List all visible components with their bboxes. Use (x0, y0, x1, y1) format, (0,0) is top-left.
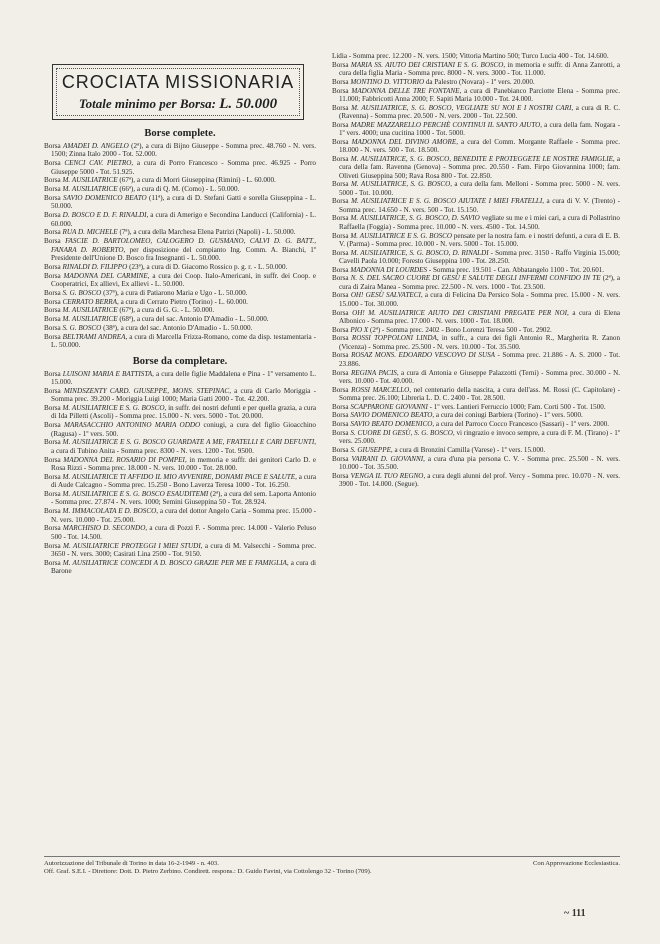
borsa-entry (332, 155, 620, 180)
entry-name: ROSSI MARCELLO (351, 385, 410, 394)
entry-text: - Somma prec. 21.886 - A. S. 2000 - Tot. 23.886. (339, 351, 620, 368)
borsa-entry (332, 446, 620, 454)
entry-prefix: Borsa (44, 421, 64, 430)
entry-name: MADRE MAZZARELLO PERCHÈ CONTINUI IL SANTO AIUTO (350, 120, 541, 129)
entry-text: , a cura dei Coop. Italo-Americani, in suffr. dei Coop. e Cooperatrici, Ex allievi, Ex allievi - L. 50.000. (51, 271, 316, 289)
entry-text: - 1º vers. Lantieri Ferruccio 1000; Fam. Corti 500 - Tot. 1500. (427, 402, 606, 411)
entry-prefix: Borsa (332, 77, 351, 86)
entry-name: PIO X (350, 325, 369, 334)
borsa-entry (44, 237, 316, 262)
left-column (44, 56, 316, 838)
entry-text: , in memoria e suffr. di Anna Zanrotti, a cura della figlia Maria - Somma prec. 8000 - N. vers. 3000 - Tot. 11.000. (339, 60, 620, 78)
entry-prefix: Borsa (44, 472, 63, 481)
entry-name: SCAPPARONE GIOVANNI (350, 402, 428, 411)
entry-text: Lidia - Somma prec. 12.200 - N. vers. 1500; Vittoria Martino 500; Turco Lucia 400 - Tot. 14.600. (332, 52, 609, 60)
borsa-entry (332, 309, 620, 326)
page-number: ~ 111 (564, 908, 586, 919)
entry-name: M. AUSILIATRICE TI AFFIDO IL MIO AVVENIRE, DONAMI PACE E SALUTE (62, 472, 296, 481)
entry-name: SAVIO DOMENICO BEATO (350, 411, 433, 420)
entry-name: M. AUSILIATRICE, S. G. BOSCO, D. RINALDI (350, 248, 489, 257)
borsa-entry (44, 263, 316, 271)
entry-prefix: Borsa (44, 297, 63, 306)
entry-name: MARIA SS. AIUTO DEI CRISTIANI E S. G. BOSCO (350, 60, 504, 69)
entry-name: M. AUSILIATRICE CONCEDI A D. BOSCO GRAZIE PER ME E FAMIGLIA (62, 558, 287, 567)
section-heading-complete: Borse complete. (144, 128, 216, 139)
borsa-entry (332, 369, 620, 386)
entry-prefix: Borsa (44, 262, 63, 271)
subtitle-amount: L. 50.000 (219, 96, 278, 112)
entry-name: M. AUSILIATRICE E S. G. BOSCO (62, 404, 165, 413)
entry-text: - Somma prec. 19.501 - Can. Abbatangelo 1100 - Tot. 20.601. (427, 265, 605, 274)
entry-name: N. S. DEL SACRO CUORE DI GESÙ E SALUTE DEGLI INFERMI CONFIDO IN TE (350, 274, 601, 283)
entry-name: M. AUSILIATRICE, S. G. BOSCO, BENEDITE E PROTEGGETE LE NOSTRE FAMIGLIE (350, 154, 613, 163)
borsa-entry (44, 456, 316, 473)
entry-prefix: Borsa (44, 332, 63, 341)
entry-text: (67ª), a cura di G. G. - L. 50.000. (117, 306, 215, 315)
entry-prefix: Borsa (332, 248, 351, 257)
subtitle-prefix: Totale minimo per Borsa: (78, 96, 220, 111)
entry-prefix: Borsa (44, 142, 63, 150)
borsa-entry (44, 272, 316, 289)
entry-text: pensate per la nostra fam. e i nostri defunti, a cura di E. B. V. (Parma) - Somma prec. 10.000 - N. vers. 5000 - Tot. 15.000. (339, 231, 620, 248)
entry-name: ROSSI TOPPOLONI LINDA (351, 334, 437, 343)
entry-text: (2ª), a cura di Zaira Manea - Somma prec. 22.500 - N. vers. 1000 - Tot. 23.500. (339, 274, 620, 291)
entry-text: , a cura di Carlo Moriggia - Somma prec. 39.200 - Moriggia Luigi 1000; Maria Gatti 2000 - Tot. 42.200. (51, 386, 316, 404)
entry-prefix: Borsa (44, 159, 65, 168)
borsa-entry (44, 315, 316, 323)
borsa-entry (44, 421, 316, 438)
entry-text: , a cura della fam. Melloni - Somma prec. 5000 - N. vers. 5000 - Tot. 10.000. (339, 180, 620, 197)
borsa-entry (332, 411, 620, 419)
entry-text: , nel centenario della nascita, a cura dell'ass. M. Rossi (C. Capitolare) - Somma prec. 26.100; Libreria L. D. C. 2400 - Tot. 28.500. (339, 385, 620, 402)
entry-prefix: Borsa (44, 324, 63, 332)
entry-name: OH! GESÙ SALVATECI (350, 291, 421, 300)
entry-prefix: Borsa (332, 154, 351, 163)
entry-text: (11ª), a cura di D. Stefani Gatti e sorella Giuseppina - L. 50.000. (51, 194, 316, 211)
entry-text: , a cura del dottor Angelo Caria - Somma prec. 15.000 - N. vers. 10.000 - Tot. 25.000. (51, 507, 316, 524)
entry-text: , a cura di Felicina Da Persico Sola - Somma prec. 15.000 - N. vers. 15.000 - Tot. 30.000. (339, 291, 620, 308)
borsa-entry (332, 291, 620, 308)
entry-prefix: Borsa (332, 60, 351, 69)
entry-name: CENCI CAV. PIETRO (64, 159, 132, 168)
borsa-entry (332, 78, 620, 86)
entry-name: M. AUSILIATRICE, S. G. BOSCO, D. SAVIO (350, 214, 480, 223)
footer-row (44, 860, 620, 868)
borsa-entry (332, 472, 620, 489)
entry-prefix: Borsa (332, 445, 351, 454)
borsa-entry (44, 387, 316, 404)
borsa-entry (332, 326, 620, 334)
entry-name: MONTINO D. VITTORIO (350, 77, 425, 86)
entry-name: S. G. BOSCO (62, 324, 102, 332)
entry-text: , a cura di Marcella Frizza-Romano, come da disp. testamentaria - L. 50.000. (51, 332, 316, 350)
entry-prefix: Borsa (332, 325, 351, 334)
right-column (332, 52, 620, 848)
entry-text: , a cura di M. Valsecchi - Somma prec. 3650 - N. vers. 3000; Casirati Lina 2500 - Tot. 9150. (51, 541, 316, 559)
continued-list (332, 52, 620, 488)
borsa-entry (44, 333, 316, 350)
entry-name: AMADEI D. ANGELO (63, 142, 129, 150)
entry-prefix: Borsa (332, 120, 351, 129)
entry-name: VENGA IL TUO REGNO (350, 471, 424, 480)
entry-name: MADONNA DELLE TRE FONTANE (351, 86, 460, 95)
entry-name: REGINA PACIS (350, 368, 397, 377)
borsa-entry (44, 228, 316, 236)
page-title: CROCIATA MISSIONARIA (61, 72, 295, 92)
entry-prefix: Borsa (332, 214, 351, 223)
entry-text: (68ª), a cura del sac. Antonio D'Amadio - L. 50.000. (117, 315, 269, 324)
borsa-entry (44, 159, 316, 176)
entry-name: S. G. BOSCO (62, 288, 102, 297)
entry-prefix: Borsa (44, 386, 64, 395)
borsa-entry (44, 142, 316, 159)
borsa-entry (332, 386, 620, 403)
entry-text: , a cura di Barone (51, 558, 316, 576)
borsa-entry (44, 473, 316, 490)
borsa-entry (332, 52, 620, 60)
entry-prefix: Borsa (332, 231, 351, 240)
borsa-entry (44, 524, 316, 541)
entry-prefix: Borsa (332, 86, 352, 95)
borsa-entry (44, 559, 316, 576)
entry-text: (38ª), a cura del sac. Antonio D'Amadio - L. 50.000. (101, 324, 253, 332)
entry-prefix: Borsa (44, 524, 63, 533)
footer (44, 856, 620, 876)
entry-name: FASCIE D. BARTOLOMEO, CALOGERO D. GUSMANO, CALVI D. G. BATT., FANARA D. ROBERTO (51, 237, 316, 254)
entry-text: , a cura d'una pia persona C. V. - Somma prec. 25.500 - N. vers. 10.000 - Tot. 35.500. (339, 454, 620, 472)
entry-text: , a cura della fam. Ravenna (Genova) - Somma prec. 20.550 - Fam. Firpo Giovannina 1000; fam. Oliveti Giuseppina 500; Rava Rosa 800 - Tot. 22.850. (339, 154, 620, 180)
entry-text: , in suffr., a cura dei figli Antonio R., Margherita R. Zanon (Vicenza) - Somma prec. 25.500 - N. vers. 10.000 - Tot. 35.500. (339, 334, 620, 351)
borsa-entry (332, 403, 620, 411)
entry-text: , a cura degli alunni del prof. Vercy - Somma prec. 10.070 - N. vers. 3900 - Tot. 14.000. (Segue). (339, 471, 620, 489)
entry-name: M. AUSILIATRICE, S. G. BOSCO (350, 180, 451, 189)
entry-name: M. AUSILIATRICE E S. G. BOSCO AIUTATE I MIEI FRATELLI (351, 197, 543, 206)
entry-prefix: Borsa (44, 288, 63, 297)
page-subtitle (53, 96, 303, 113)
entry-name: M. AUSILIATRICE E S. G. BOSCO GUARDATE A ME, FRATELLI E CARI DEFUNTI (62, 438, 315, 447)
borsa-entry (44, 185, 316, 193)
entry-name: VAIRANI D. GIOVANNI (351, 454, 424, 463)
entry-text: (2ª) - Somma prec. 2402 - Bono Lorenzi Teresa 500 - Tot. 2902. (368, 325, 552, 334)
borsa-entry (44, 370, 316, 387)
borsa-entry (332, 197, 620, 214)
entry-prefix: Borsa (44, 455, 64, 464)
entry-text: , a cura di Aude Calcagno - Somma prec. 15.250 - Bono Laverza Teresa 1000 - Tot. 16.250. (51, 472, 316, 490)
entry-prefix: Borsa (44, 558, 63, 567)
entry-prefix: Borsa (332, 103, 352, 112)
borsa-entry (44, 289, 316, 297)
entry-prefix: Borsa (44, 228, 63, 237)
entry-text: , a cura di Amerigo e Secondina Landucci (California) - L. 60.000. (51, 211, 316, 228)
borsa-entry (332, 455, 620, 472)
borsa-entry (44, 176, 316, 184)
entry-name: M. AUSILIATRICE (62, 185, 118, 194)
entry-prefix: Borsa (44, 490, 63, 499)
entry-prefix: Borsa (332, 471, 351, 480)
entry-text: da Palestro (Novara) - 1º vers. 20.000. (424, 77, 535, 86)
borsa-entry (44, 298, 316, 306)
borsa-entry (332, 121, 620, 138)
entry-text: - Somma prec. 3150 - Raffo Virginia 15.000; Cavelli Paola 10.000; Foresto Giuseppina 100 - Tot. 28.250. (339, 248, 620, 265)
borsa-entry (332, 104, 620, 121)
entry-text: , a cura del Comm. Morgante Raffaele - Somma prec. 18.000 - N. vers. 500 - Tot. 18.500. (339, 137, 620, 155)
entry-prefix: Borsa (332, 180, 351, 189)
entry-name: ROSAZ MONS. EDOARDO VESCOVO DI SUSA (351, 351, 495, 360)
entry-prefix: Borsa (44, 194, 64, 202)
incomplete-list (44, 370, 316, 576)
borsa-entry (332, 232, 620, 249)
entry-text: , a cura della fam. Nogara - 1º vers. 4000; una cucitina 1000 - Tot. 5000. (339, 120, 620, 138)
entry-prefix: Borsa (332, 411, 351, 420)
entry-prefix: Borsa (332, 385, 352, 394)
borsa-entry (332, 61, 620, 78)
entry-prefix: Borsa (44, 315, 63, 324)
entry-name: SAVIO DOMENICO BEATO (63, 194, 147, 202)
entry-prefix: Borsa (332, 291, 351, 300)
entry-text: (7ª), a cura della Marchesa Elena Patrizi (Napoli) - L. 50.000. (117, 228, 296, 237)
entry-text: , a cura del Parroco Cocco Francesco (Sassari) - 1º vers. 2000. (432, 420, 610, 429)
entry-text: , a cura di Pozzi F. - Somma prec. 14.000 - Valerio Peluso 500 - Tot. 14.500. (51, 524, 316, 541)
entry-text: , a cura di R. C. (Ravenna) - Somma prec. 20.500 - N. vers. 2000 - Tot. 22.500. (339, 103, 620, 120)
entry-text: (37ª), a cura di Patiarono Maria e Ugo - L. 50.000. (101, 288, 248, 297)
page-number-value: 111 (571, 908, 586, 919)
entry-name: MADONNA DEL DIVINO AMORE (351, 137, 457, 146)
entry-name: OH! M. AUSILIATRICE AIUTO DEI CRISTIANI PREGATE PER NOI (352, 308, 567, 317)
borsa-entry (44, 404, 316, 421)
entry-prefix: Borsa (332, 454, 352, 463)
borsa-entry (332, 429, 620, 446)
entry-prefix: Borsa (44, 369, 63, 378)
borsa-entry (332, 274, 620, 291)
entry-name: MADONNA DEL ROSARIO DI POMPEI (63, 455, 185, 464)
entry-prefix: Borsa (332, 265, 351, 274)
entry-prefix: Borsa (44, 507, 63, 516)
entry-prefix: Borsa (332, 428, 351, 437)
entry-name: S. GIUSEPPE (350, 445, 391, 454)
entry-text: (2ª), a cura del sem. Laporta Antonio - Somma prec. 27.874 - N. vers. 1000; Semini Giuseppina 50 - Tot. 28.924. (51, 490, 316, 507)
entry-name: M. AUSILIATRICE (62, 176, 118, 185)
entry-name: BELTRAMI ANDREA (62, 332, 126, 341)
borsa-entry (332, 138, 620, 155)
entry-name: M. AUSILIATRICE (62, 315, 118, 324)
entry-name: S. CUORE DI GESÙ, S. G. BOSCO (350, 428, 453, 437)
title-box (52, 64, 304, 120)
entry-text: , a cura di Tubino Anita - Somma prec. 8300 - N. vers. 1200 - Tot. 9500. (51, 438, 316, 455)
entry-prefix: Borsa (332, 308, 353, 317)
entry-prefix: Borsa (332, 420, 351, 429)
borsa-entry (332, 180, 620, 197)
borsa-entry (332, 87, 620, 104)
entry-text: , vi ringrazio e invoco sempre, a cura di F. M. (Tirano) - 1º vers. 25.000. (339, 428, 620, 446)
borsa-entry (44, 211, 316, 228)
entry-prefix: Borsa (332, 402, 351, 411)
complete-list (44, 142, 316, 350)
entry-text: , a cura di V. V. (Trento) - Somma prec. 14.650 - N. vers. 500 - Tot. 15.150. (339, 197, 620, 214)
entry-prefix: Borsa (44, 237, 66, 246)
entry-text: , a cura dei coniugi Barbiera (Torino) - 1º vers. 5000. (432, 411, 583, 420)
footer-approval: Con Approvazione Ecclesiastica. (533, 860, 620, 867)
entry-prefix: Borsa (332, 351, 352, 360)
borsa-entry (332, 249, 620, 266)
entry-prefix: Borsa (44, 176, 63, 185)
entry-name: LUISONI MARIA E BATTISTA (62, 369, 153, 378)
borsa-entry (332, 334, 620, 351)
entry-text: vegliate su me e i miei cari, a cura di Pollastrino Raffaella (Foggia) - Somma prec. 10.000 - N. vers. 4500 - Tot. 14.500. (339, 214, 620, 231)
entry-name: RINALDI D. FILIPPO (62, 262, 128, 271)
entry-text: (23ª), a cura di D. Giacomo Rossico p. g. r. - L. 50.000. (127, 262, 288, 271)
entry-text: , a cura di Bronzini Camilla (Varese) - 1º vers. 15.000. (390, 445, 546, 454)
entry-name: MADONNA DI LOURDES (350, 265, 428, 274)
entry-text: (66ª), a cura di Q. M. (Como) - L. 50.000. (117, 185, 240, 194)
entry-text: , a cura di Porro Francesco - Somma prec. 46.925 - Porro Giuseppe 5000 - Tot. 51.925. (51, 159, 316, 176)
entry-text: , in suffr. dei nostri defunti e per quella grazia, a cura di Ida Pilletti (Ascoli) - Somma prec. 15.000 - N. vers. 5000 - Tot. 20.000. (51, 404, 316, 421)
section-heading-incomplete: Borse da completare. (132, 355, 228, 367)
footer-printer: Off. Graf. S.E.I. - Direttore: Dott. D. Pietro Zerbino. Condirett. respons.: D. Guido Favini, via Cottolengo 32 - Torino (709). (44, 868, 372, 876)
entry-prefix: Borsa (44, 438, 63, 447)
entry-name: MARASACCHIO ANTONINO MARIA ODDO (64, 421, 201, 430)
borsa-entry (44, 306, 316, 314)
entry-prefix: Borsa (44, 211, 63, 220)
entry-prefix: Borsa (44, 271, 64, 280)
borsa-entry (332, 351, 620, 368)
borsa-entry (332, 214, 620, 231)
entry-name: MINDSZENTY CARD. GIUSEPPE, MONS. STEPINAC (63, 386, 230, 395)
borsa-entry (332, 266, 620, 274)
entry-text: (67ª), a cura di Morri Giuseppina (Rimini) - L. 60.000. (117, 176, 276, 185)
entry-name: M. AUSILIATRICE PROTEGGI I MIEI STUDI (63, 541, 201, 550)
borsa-entry (44, 507, 316, 524)
entry-prefix: Borsa (332, 197, 352, 206)
entry-name: M. AUSILIATRICE, S. G. BOSCO, VEGLIATE SU NOI E I NOSTRI CARI (351, 103, 572, 112)
entry-name: MARCHISIO D. SECONDO (62, 524, 146, 533)
entry-text: (2ª), a cura di Bijno Giuseppe - Somma prec. 48.760 - N. vers. 1500; Zinna Italo 2000 - Tot. 52.000. (51, 142, 316, 159)
footer-authorization: Autorizzazione del Tribunale di Torino in data 16-2-1949 - n. 403. (44, 860, 219, 867)
borsa-entry (44, 438, 316, 455)
entry-text: , a cura di Elena Albonico - Somma prec. 17.000 - N. vers. 1000 - Tot. 18.000. (339, 308, 620, 325)
entry-text: , a cura di Panebianco Parciotte Elena - Somma prec. 11.000; Fabbricotti Anna 2000; F. Sapiti Maria 10.000 - Tot. 24.000. (339, 86, 620, 103)
borsa-entry (44, 542, 316, 559)
entry-name: M. AUSILIATRICE E S. G. BOSCO (350, 231, 453, 240)
entry-name: M. IMMACOLATA E D. BOSCO (62, 507, 157, 516)
borsa-entry (44, 194, 316, 211)
entry-prefix: Borsa (44, 404, 63, 413)
entry-prefix: Borsa (332, 334, 352, 343)
borsa-entry (44, 324, 316, 332)
entry-text: , per disposizione del compianto Ing. Comm. A. Bianchi, 1º Presidente dell'Unione D. Bosco fra Insegnanti - L. 50.000. (51, 245, 316, 263)
entry-name: M. AUSILIATRICE (62, 306, 118, 315)
entry-text: , a cura di Cerrato Pietro (Torino) - L. 60.000. (117, 297, 248, 306)
entry-text: , a cura delle figlie Maddalena e Pina - 1º versamento L. 15.000. (51, 369, 316, 387)
entry-prefix: Borsa (332, 274, 351, 283)
entry-text: , a cura di Antonia e Giuseppe Palazzotti (Terni) - Somma prec. 30.000 - N. vers. 10.000 - Tot. 40.000. (339, 368, 620, 385)
entry-prefix: Borsa (332, 137, 352, 146)
entry-name: MADONNA DEL CARMINE (63, 271, 148, 280)
entry-name: SAVIO BEATO DOMENICO (350, 420, 433, 429)
entry-prefix: Borsa (44, 185, 63, 194)
entry-name: RUA D. MICHELE (62, 228, 118, 237)
entry-prefix: Borsa (44, 541, 64, 550)
entry-text: , in memoria e suffr. dei genitori Carlo D. e Rosa Rizzi - Somma prec. 18.000 - N. vers. 10.000 - Tot. 28.000. (51, 455, 316, 473)
entry-prefix: Borsa (44, 306, 63, 315)
entry-name: M. AUSILIATRICE E S. G. BOSCO ESAUDITEMI (62, 490, 209, 499)
borsa-entry (332, 420, 620, 428)
entry-name: D. BOSCO E D. F. RINALDI (62, 211, 147, 220)
borsa-entry (44, 490, 316, 507)
entry-prefix: Borsa (332, 368, 351, 377)
entry-name: CERRATO BERRA (62, 297, 117, 306)
entry-text: coniugi, a cura del figlio Gioacchino (Ragusa) - 1º vers. 500. (51, 421, 316, 438)
